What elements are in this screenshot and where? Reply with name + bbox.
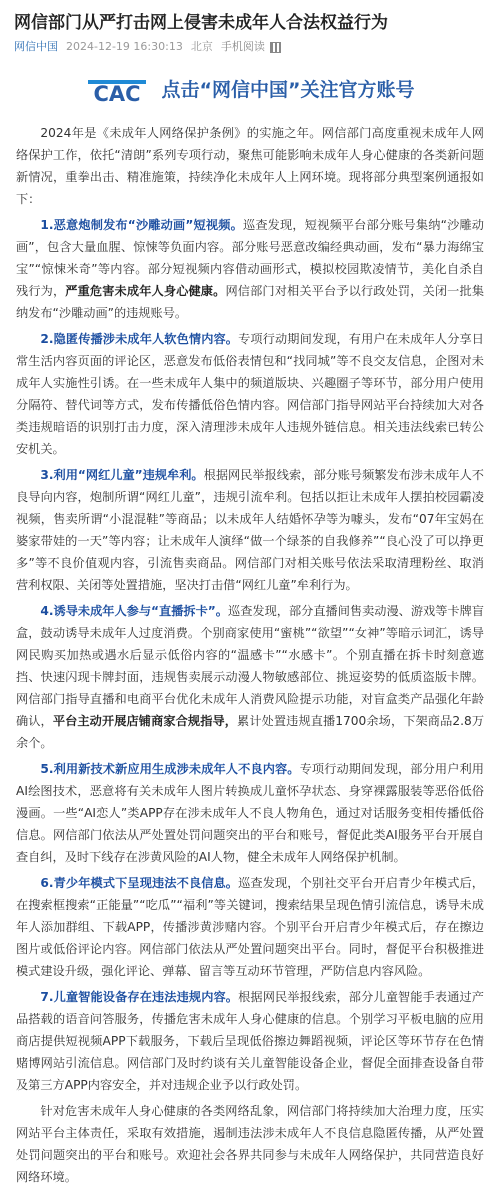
qr-code-icon [270, 42, 281, 53]
section-body: 专项行动期间发现，有用户在未成年人分享日常生活内容页面的评论区，恶意发布低俗表情包和“找同城”等不良交友信息，企图对未成年人实施性引诱。在一些未成年人集中的频道版块、兴趣圈子等环节，部分用户使用分隔符、替代词等方式，发布传播低俗色情内容。网信部门指导网站平台持续加大对各类违规暗语的识别打击力度，深入清理涉未成年人违规外链信息。相关违法线索已转公安机关。 [16, 332, 484, 456]
source-link[interactable]: 网信中国 [14, 40, 58, 53]
section-heading: 5.利用新技术新应用生成涉未成年人不良内容。 [40, 762, 300, 776]
mobile-read-label: 手机阅读 [220, 40, 265, 53]
section-body: 专项行动期间发现，部分用户利用AI绘图技术，恶意将有关未成年人图片转换成儿童怀孕状态、身穿裸露服装等恶俗低俗漫画。一些“AI恋人”类APP存在涉未成年人不良人物角色，通过对话服务变相传播低俗信息。网信部门依法从严处置处罚问题突出的平台和账号，督促此类AI服务平台开展自查自纠，及时下线存在涉黄风险的AI人物，健全未成年人网络保护机制。 [16, 762, 484, 864]
section-heading: 1.恶意炮制发布“沙雕动画”短视频。 [40, 218, 243, 232]
section-emphasis: 严重危害未成年人身心健康。 [65, 284, 226, 298]
logo-text: CAC [92, 82, 141, 103]
section-body: 根据网民举报线索，部分儿童智能手表通过产品搭载的语音问答服务，传播危害未成年人身心健康的信息。个别学习平板电脑的应用商店提供短视频APP下载服务，下载后呈现低俗擦边舞蹈视频，评论区等环节存在色情赌博网站引流信息。网信部门及时约谈有关儿童智能设备企业，督促全面排查设备自带及第三方APP内容安全，并对违规企业予以行政处罚。 [16, 990, 484, 1092]
section-tail: 网信部门对相关平台予以行政处罚，关闭一批集纳发布“沙雕动画”的违规账号。 [16, 284, 485, 320]
section-body: 巡查发现，个别社交平台开启青少年模式后，在搜索框搜索“正能量”“吃瓜”“福利”等关键词，搜索结果呈现色情引流信息，诱导未成年人添加群组、下载APP，传播涉黄涉赌内容。个别平台开启青少年模式后，存在擦边图片或低俗评论内容。网信部门依法从严处置问题突出平台。同时，督促平台积极推进模式建设升级，强化评论、弹幕、留言等互动环节管理，严防信息内容风险。 [16, 876, 484, 978]
follow-banner[interactable] [0, 60, 500, 116]
section-emphasis: 平台主动开展店铺商家合规指导， [52, 714, 238, 728]
section-heading: 2.隐匿传播涉未成年人软色情内容。 [40, 332, 239, 346]
article-meta [0, 38, 500, 56]
section-6 [16, 872, 484, 982]
section-body: 巡查发现，部分直播间售卖动漫、游戏等卡牌盲盒，鼓动诱导未成年人过度消费。个别商家使用“蜜桃”“欲望”“女神”等暗示词汇，诱导网民购买加热或遇水后显示低俗内容的“温感卡”“水感卡”。个别直播在拆卡时刻意遮挡、快速闪现卡牌封面，违规售卖展示动漫人物敏感部位、挑逗姿势的低质盗版卡牌。网信部门指导直播和电商平台优化未成年人消费风险提示功能，对盲盒类产品强化年龄确认， [16, 604, 484, 728]
publish-date: 2024-12-19 16:30:13 [66, 40, 183, 53]
section-body: 根据网民举报线索，部分账号频繁发布涉未成年人不良导向内容，炮制所谓“网红儿童”，违规引流牟利。包括以拒让未成年人摆拍校园霸凌视频，售卖所谓“小混混鞋”等商品；以未成年人结婚怀孕等为噱头，发布“07年宝妈在婆家带娃的一天”等内容；让未成年人演绎“做一个绿茶的自我修养”“良心没了可以挣更多”等不良价值观内容，引流售卖商品。网信部门对相关账号依法采取清理粉丝、取消营利权限、关闭等处置措施，坚决打击借“网红儿童”牟利行为。 [16, 468, 484, 592]
section-1 [16, 214, 484, 324]
closing-paragraph: 针对危害未成年人身心健康的各类网络乱象，网信部门将持续加大治理力度，压实网站平台主体责任，采取有效措施，遏制违法涉未成年人不良信息隐匿传播，从严处置处罚问题突出的平台和账号。欢迎社会各界共同参与未成年人网络保护，共同营造良好网络环境。 [16, 1104, 484, 1184]
cac-logo [86, 73, 148, 103]
article-title: 网信部门从严打击网上侵害未成年人合法权益行为 [14, 13, 388, 33]
section-heading: 7.儿童智能设备存在违法违规内容。 [40, 990, 239, 1004]
section-3 [16, 464, 484, 596]
section-body: 巡查发现，短视频平台部分账号集纳“沙雕动画”，包含大量血腥、惊悚等负面内容。部分账号恶意改编经典动画，发布“暴力海绵宝宝”“惊悚米奇”等内容。部分短视频内容借动画形式，模拟校园欺凌情节，美化自杀自残行为， [16, 218, 484, 298]
section-4 [16, 600, 484, 754]
intro-paragraph: 2024年是《未成年人网络保护条例》的实施之年。网信部门高度重视未成年人网络保护工作，依托“清朗”系列专项行动，聚焦可能影响未成年人身心健康的各类新问题新情况，重拳出击、精准施策，持续净化未成年人上网环境。现将部分典型案例通报如下： [16, 126, 484, 206]
section-7 [16, 986, 484, 1096]
banner-text: 点击“网信中国”关注官方账号 [161, 78, 415, 101]
section-heading: 3.利用“网红儿童”违规牟利。 [40, 468, 204, 482]
section-tail: 累计处置违规直播1700余场，下架商品2.8万余个。 [16, 714, 485, 750]
section-5 [16, 758, 484, 868]
publish-location: 北京 [190, 40, 213, 53]
section-2 [16, 328, 484, 460]
mobile-read-link[interactable] [221, 38, 282, 56]
section-heading: 4.诱导未成年人参与“直播拆卡”。 [40, 604, 228, 618]
section-heading: 6.青少年模式下呈现违法不良信息。 [40, 876, 239, 890]
article-body [0, 116, 500, 1188]
